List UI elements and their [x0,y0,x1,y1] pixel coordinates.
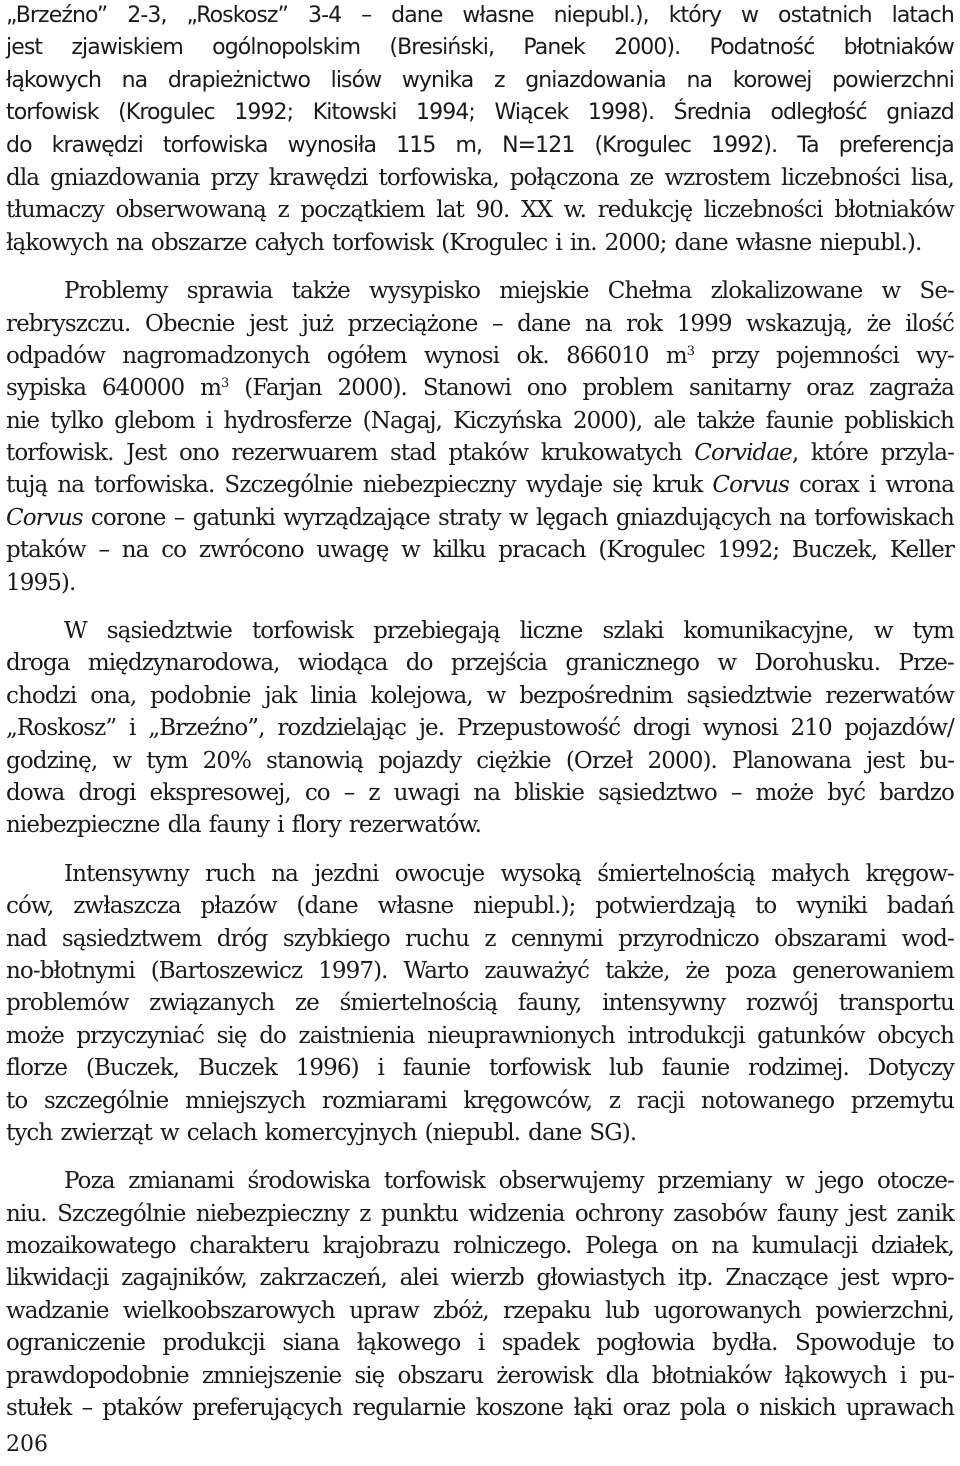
text-line: dla gniazdowania przy krawędzi torfowiska, połączona ze wzrostem liczebności lisa, [6,164,954,191]
paragraph-gap [6,259,954,275]
text-line: godzinę, w tym 20% stanowią pojazdy ciężkie (Orzeł 2000). Planowana jest bu- [6,747,954,774]
text-line: nie tylko glebom i hydrosferze (Nagaj, Kiczyńska 2000), ale także faunie pobliskich [6,407,954,434]
text-line: prawdopodobnie zmniejszenie się obszaru żerowisk dla błotniaków łąkowych i pu- [6,1362,954,1389]
text-line: dowa drogi ekspresowej, co – z uwagi na bliskie sąsiedztwo – może być bardzo [6,779,954,806]
text-line: no-błotnymi (Bartoszewicz 1997). Warto zauważyć także, że poza generowaniem [6,957,954,984]
paragraph [6,1165,954,1424]
text-line: tują na torfowiska. Szczególnie niebezpieczny wydaje się kruk Corvus corax i wrona [6,472,954,499]
text-line: Intensywny ruch na jezdni owocuje wysoką śmiertelnością małych kręgow- [64,860,954,887]
text-line: ograniczenie produkcji siana łąkowego i spadek pogłowia bydła. Spowoduje to [6,1330,954,1357]
text-line: problemów związanych ze śmiertelnością fauny, intensywny rozwój transportu [6,990,954,1017]
text-line: W sąsiedztwie torfowisk przebiegają liczne szlaki komunikacyjne, w tym [64,618,954,645]
text-line: florze (Buczek, Buczek 1996) i faunie torfowisk lub faunie rodzimej. Dotyczy [6,1055,954,1082]
paragraph [6,275,954,599]
text-line: łąkowych na obszarze całych torfowisk (Krogulec i in. 2000; dane własne niepubl.). [6,229,922,256]
text-line: likwidacji zagajników, zakrzaczeń, alei wierzb głowiastych itp. Znaczące jest wpro- [6,1265,954,1292]
text-line: mozaikowatego charakteru krajobrazu rolniczego. Polega on na kumulacji działek, [6,1233,954,1260]
text-line: torfowisk. Jest ono rezerwuarem stad ptaków krukowatych Corvidae, które przyla- [6,440,954,467]
text-line: wadzanie wielkoobszarowych upraw zbóż, rzepaku lub ugorowanych powierzchni, [6,1297,954,1324]
text-line: stułek – ptaków preferujących regularnie koszone łąki oraz pola o niskich uprawach [6,1395,954,1422]
paragraph [6,615,954,842]
text-line: „Roskosz” i „Brzeźno”, rozdzielając je. Przepustowość drogi wynosi 210 pojazdów/ [6,715,954,742]
text-line: sypiska 640000 $m^3$ (Farjan 2000). Stanowi ono problem sanitarny oraz zagraża [6,375,954,402]
text-line: odpadów nagromadzonych ogółem wynosi ok. 866010 $m^3$ przy pojemności wy- [6,342,954,369]
text-line: „Brzeźno” 2-3, „Roskosz” 3-4 – dane własne niepubl.), który w ostatnich latach [6,3,954,28]
text-line: rebryszczu. Obecnie jest już przeciążone – dane na rok 1999 wskazują, że ilość [6,310,954,337]
text-line: chodzi ona, podobnie jak linia kolejowa, w bezpośrednim sąsiedztwie rezerwatów [6,682,954,709]
text-line: niebezpieczne dla fauny i flory rezerwatów. [6,812,481,839]
paragraph-gap [6,599,954,615]
text-line: tłumaczy obserwowaną z początkiem lat 90. XX w. redukcję liczebności błotniaków [6,197,954,224]
text-line: torfowisk (Krogulec 1992; Kitowski 1994; Wiącek 1998). Średnia odległość gniazd [6,100,954,126]
document-page [6,0,954,1424]
paragraph [6,858,954,1150]
text-line: ców, zwłaszcza płazów (dane własne niepubl.); potwierdzają to wyniki badań [6,893,954,920]
paragraph-gap [6,1149,954,1165]
text-line: to szczególnie mniejszych rozmiarami kręgowców, z racji notowanego przemytu [6,1087,954,1114]
text-line: niu. Szczególnie niebezpieczny z punktu widzenia ochrony zasobów fauny jest zanik [6,1200,954,1227]
text-line: Corvus corone – gatunki wyrządzające straty w lęgach gniazdujących na torfowiskach [6,504,954,531]
paragraph [6,0,954,259]
text-line: ptaków – na co zwrócono uwagę w kilku pracach (Krogulec 1992; Buczek, Keller [6,537,954,564]
text-line: jest zjawiskiem ogólnopolskim (Bresiński, Panek 2000). Podatność błotniaków [6,35,954,61]
page-number: 206 [6,1432,48,1457]
text-line: nad sąsiedztwem dróg szybkiego ruchu z cennymi przyrodniczo obszarami wod- [6,925,954,952]
text-line: Poza zmianami środowiska torfowisk obserwujemy przemiany w jego otocze- [64,1168,954,1195]
text-line: może przyczyniać się do zaistnienia nieuprawnionych introdukcji gatunków obcych [6,1022,954,1049]
text-line: Problemy sprawia także wysypisko miejskie Chełma zlokalizowane w Se- [64,278,954,305]
text-line: droga międzynarodowa, wiodąca do przejścia granicznego w Dorohusku. Prze- [6,650,954,677]
text-line: do krawędzi torfowiska wynosiła 115 m, N=121 (Krogulec 1992). Ta preferencja [6,132,954,158]
text-line: tych zwierząt w celach komercyjnych (niepubl. dane SG). [6,1119,637,1146]
text-line: łąkowych na drapieżnictwo lisów wynika z gniazdowania na korowej powierzchni [6,67,954,93]
paragraph-gap [6,842,954,858]
text-line: 1995). [6,569,76,596]
